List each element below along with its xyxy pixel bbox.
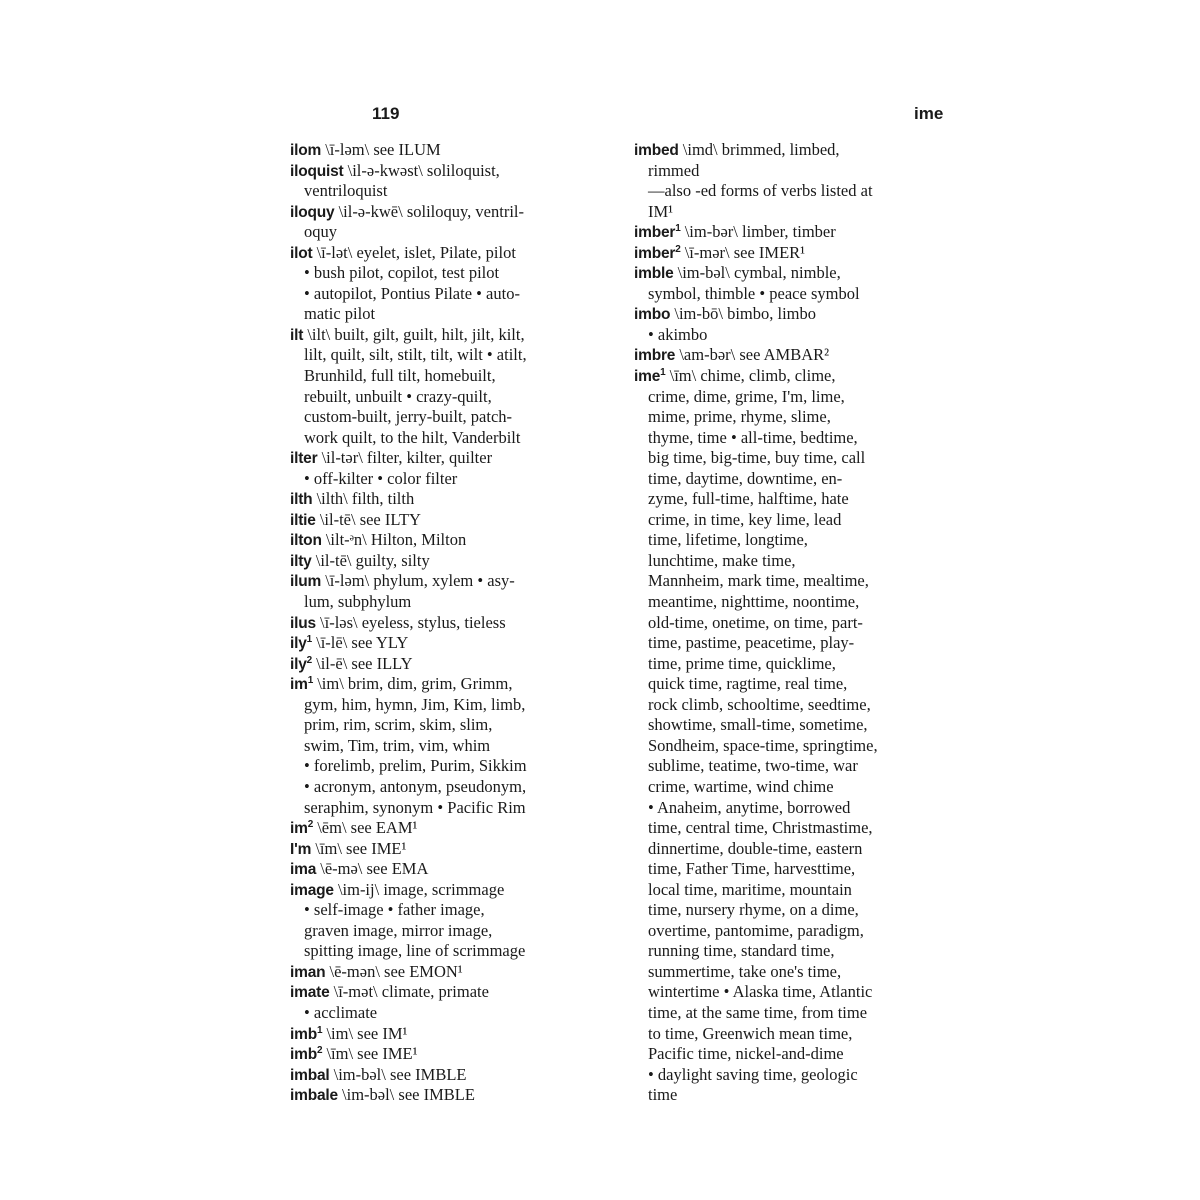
continuation-line bbox=[290, 1003, 610, 1024]
homograph-number: 1 bbox=[675, 223, 681, 235]
headword: imbale bbox=[290, 1087, 338, 1105]
entry-text: \am-bər\ see AMBAR² bbox=[679, 345, 830, 365]
headword: imbal bbox=[290, 1066, 330, 1084]
continuation-line bbox=[634, 325, 954, 346]
entry-line bbox=[634, 263, 954, 284]
continuation-text: time, prime time, quicklime, bbox=[648, 653, 836, 673]
entry-line bbox=[290, 962, 610, 983]
headword: iloquist bbox=[290, 162, 344, 180]
continuation-line bbox=[634, 941, 954, 962]
continuation-text: rebuilt, unbuilt • crazy-quilt, bbox=[304, 386, 492, 406]
entry-line bbox=[290, 571, 610, 592]
continuation-text: lunchtime, make time, bbox=[648, 550, 796, 570]
continuation-text: • bush pilot, copilot, test pilot bbox=[304, 263, 500, 283]
entry-text: \im-bər\ limber, timber bbox=[684, 222, 836, 242]
continuation-text: • acclimate bbox=[304, 1002, 378, 1022]
entry-text: \ilth\ filth, tilth bbox=[316, 489, 415, 509]
headword: imber bbox=[634, 244, 676, 262]
entry-text: \ī-ləm\ see ILUM bbox=[325, 140, 441, 159]
continuation-text: to time, Greenwich mean time, bbox=[648, 1023, 853, 1043]
continuation-text: Mannheim, mark time, mealtime, bbox=[648, 571, 869, 591]
continuation-line bbox=[634, 1003, 954, 1024]
continuation-text: prim, rim, scrim, skim, slim, bbox=[304, 715, 493, 735]
headword: im bbox=[290, 820, 308, 838]
continuation-text: sublime, teatime, two-time, war bbox=[648, 756, 858, 776]
continuation-text: running time, standard time, bbox=[648, 941, 835, 961]
continuation-text: mime, prime, rhyme, slime, bbox=[648, 407, 831, 427]
continuation-line bbox=[634, 571, 954, 592]
continuation-text: • self-image • father image, bbox=[304, 900, 485, 920]
continuation-line bbox=[634, 387, 954, 408]
headword: ilom bbox=[290, 142, 322, 159]
entry-line bbox=[290, 818, 610, 839]
entry-text: \ī-ləm\ phylum, xylem • asy- bbox=[325, 571, 515, 591]
continuation-line bbox=[290, 736, 610, 757]
entry-line bbox=[290, 448, 610, 469]
continuation-line bbox=[290, 345, 610, 366]
continuation-text: wintertime • Alaska time, Atlantic bbox=[648, 982, 873, 1002]
headword: ilt bbox=[290, 326, 304, 344]
entry-text: \īm\ chime, climb, clime, bbox=[669, 366, 836, 386]
continuation-line bbox=[290, 222, 610, 243]
continuation-text: quick time, ragtime, real time, bbox=[648, 674, 848, 694]
entry-text: \ē-mən\ see EMON¹ bbox=[329, 961, 463, 981]
entry-line bbox=[290, 1085, 610, 1106]
entry-text: \ī-lē\ see YLY bbox=[316, 633, 409, 653]
continuation-text: • autopilot, Pontius Pilate • auto- bbox=[304, 283, 520, 303]
continuation-text: time, at the same time, from time bbox=[648, 1002, 868, 1022]
headword: imate bbox=[290, 984, 330, 1002]
entry-line bbox=[634, 345, 954, 366]
headword: ily bbox=[290, 655, 307, 673]
running-head: ime bbox=[914, 104, 944, 123]
headword: imber bbox=[634, 224, 676, 242]
continuation-text: time, Father Time, harvesttime, bbox=[648, 859, 856, 879]
continuation-line bbox=[634, 613, 954, 634]
continuation-text: rimmed bbox=[648, 160, 700, 180]
headword: I'm bbox=[290, 840, 312, 858]
entry-text: \īm\ see IME¹ bbox=[315, 838, 407, 858]
continuation-line bbox=[634, 1065, 954, 1086]
homograph-number: 1 bbox=[307, 675, 314, 687]
continuation-text: big time, big-time, buy time, call bbox=[648, 448, 866, 468]
entry-text: \ī-mər\ see IMER¹ bbox=[684, 242, 806, 262]
continuation-text: summertime, take one's time, bbox=[648, 961, 842, 981]
headword: iloquy bbox=[290, 203, 335, 221]
continuation-line bbox=[634, 284, 954, 305]
continuation-line bbox=[290, 900, 610, 921]
continuation-text: lum, subphylum bbox=[304, 592, 412, 612]
continuation-line bbox=[290, 284, 610, 305]
continuation-text: zyme, full-time, halftime, hate bbox=[648, 489, 849, 509]
entry-text: \ilt\ built, gilt, guilt, hilt, jilt, kilt, bbox=[307, 324, 525, 344]
headword: imbed bbox=[634, 142, 679, 159]
continuation-line bbox=[290, 695, 610, 716]
right-column bbox=[634, 140, 954, 1106]
headword: imbo bbox=[634, 306, 671, 324]
continuation-line bbox=[634, 695, 954, 716]
continuation-text: meantime, nighttime, noontime, bbox=[648, 592, 860, 612]
continuation-line bbox=[634, 1044, 954, 1065]
entry-text: \īm\ see IME¹ bbox=[326, 1044, 418, 1064]
continuation-line bbox=[634, 202, 954, 223]
entry-text: \ē-mə\ see EMA bbox=[320, 859, 429, 879]
continuation-line bbox=[634, 1024, 954, 1045]
headword: imb bbox=[290, 1025, 317, 1043]
continuation-line bbox=[634, 428, 954, 449]
continuation-text: ventriloquist bbox=[304, 181, 388, 201]
headword: imb bbox=[290, 1046, 317, 1064]
continuation-text: Sondheim, space-time, springtime, bbox=[648, 735, 878, 755]
headword: imbre bbox=[634, 347, 676, 365]
headword: im bbox=[290, 676, 308, 694]
continuation-text: crime, in time, key lime, lead bbox=[648, 509, 842, 529]
continuation-text: crime, wartime, wind chime bbox=[648, 776, 834, 796]
continuation-text: spitting image, line of scrimmage bbox=[304, 941, 526, 961]
continuation-line bbox=[634, 880, 954, 901]
headword: ilty bbox=[290, 552, 312, 570]
entry-line bbox=[290, 243, 610, 264]
continuation-text: • off-kilter • color filter bbox=[304, 468, 458, 488]
entry-text: \ilt-ᵊn\ Hilton, Milton bbox=[325, 530, 467, 550]
homograph-number: 1 bbox=[306, 634, 313, 646]
entry-text: \ī-mət\ climate, primate bbox=[333, 982, 489, 1002]
entry-line bbox=[290, 982, 610, 1003]
continuation-text: custom-built, jerry-built, patch- bbox=[304, 407, 513, 427]
left-column bbox=[290, 140, 610, 1106]
headword: ime bbox=[634, 368, 661, 386]
continuation-text: overtime, pantomime, paradigm, bbox=[648, 920, 864, 940]
continuation-line bbox=[634, 592, 954, 613]
headword: ilot bbox=[290, 244, 313, 262]
continuation-text: oquy bbox=[304, 222, 337, 242]
headword: imble bbox=[634, 265, 674, 283]
continuation-line bbox=[634, 633, 954, 654]
continuation-line bbox=[290, 469, 610, 490]
continuation-text: rock climb, schooltime, seedtime, bbox=[648, 694, 871, 714]
entry-text: \il-ə-kwəst\ soliloquist, bbox=[347, 160, 500, 180]
entry-line bbox=[634, 304, 954, 325]
entry-text: \ī-lət\ eyelet, islet, Pilate, pilot bbox=[316, 242, 516, 262]
continuation-line bbox=[634, 407, 954, 428]
continuation-line bbox=[290, 387, 610, 408]
continuation-line bbox=[290, 921, 610, 942]
headword: ilum bbox=[290, 573, 322, 591]
entry-text: \im\ brim, dim, grim, Grimm, bbox=[317, 674, 513, 694]
entry-line bbox=[290, 551, 610, 572]
entry-line bbox=[290, 530, 610, 551]
homograph-number: 1 bbox=[660, 367, 666, 379]
entry-text: \imd\ brimmed, limbed, bbox=[682, 140, 840, 159]
entry-text: \il-tē\ guilty, silty bbox=[315, 550, 430, 570]
entry-text: \ēm\ see EAM¹ bbox=[317, 818, 418, 838]
page-number: 119 bbox=[372, 104, 400, 123]
continuation-text: • acronym, antonym, pseudonym, bbox=[304, 776, 527, 796]
entry-line bbox=[634, 222, 954, 243]
headword: ilton bbox=[290, 532, 322, 550]
headword: image bbox=[290, 881, 334, 899]
continuation-line bbox=[290, 181, 610, 202]
continuation-text: time, daytime, downtime, en- bbox=[648, 468, 843, 488]
entry-text: \im-bəl\ see IMBLE bbox=[342, 1085, 475, 1105]
continuation-line bbox=[634, 818, 954, 839]
headword: iman bbox=[290, 963, 326, 981]
continuation-line bbox=[634, 736, 954, 757]
continuation-line bbox=[634, 654, 954, 675]
continuation-line bbox=[634, 469, 954, 490]
continuation-line bbox=[634, 798, 954, 819]
homograph-number: 2 bbox=[316, 1045, 323, 1057]
continuation-text: symbol, thimble • peace symbol bbox=[648, 283, 860, 303]
entry-line bbox=[290, 654, 610, 675]
continuation-line bbox=[634, 982, 954, 1003]
continuation-line bbox=[290, 366, 610, 387]
entry-text: \il-tē\ see ILTY bbox=[319, 509, 421, 529]
continuation-line bbox=[634, 777, 954, 798]
entry-line bbox=[634, 366, 954, 387]
entry-line bbox=[290, 140, 610, 161]
continuation-line bbox=[634, 715, 954, 736]
entry-line bbox=[290, 880, 610, 901]
continuation-text: dinnertime, double-time, eastern bbox=[648, 838, 863, 858]
continuation-text: time bbox=[648, 1085, 678, 1105]
continuation-text: IM¹ bbox=[648, 201, 674, 221]
continuation-text: time, lifetime, longtime, bbox=[648, 530, 808, 550]
entry-text: \im-ij\ image, scrimmage bbox=[337, 879, 505, 899]
continuation-line bbox=[634, 1085, 954, 1106]
continuation-text: • Anaheim, anytime, borrowed bbox=[648, 797, 851, 817]
entry-text: \il-ə-kwē\ soliloquy, ventril- bbox=[338, 201, 524, 221]
continuation-text: seraphim, synonym • Pacific Rim bbox=[304, 797, 526, 817]
continuation-line bbox=[634, 839, 954, 860]
continuation-text: work quilt, to the hilt, Vanderbilt bbox=[304, 427, 521, 447]
headword: ima bbox=[290, 861, 317, 879]
continuation-text: old-time, onetime, on time, part- bbox=[648, 612, 863, 632]
continuation-line bbox=[290, 304, 610, 325]
headword: ilter bbox=[290, 450, 318, 468]
entry-line bbox=[634, 243, 954, 264]
continuation-line bbox=[290, 756, 610, 777]
entry-text: \ī-ləs\ eyeless, stylus, tieless bbox=[320, 612, 506, 632]
continuation-line bbox=[290, 428, 610, 449]
continuation-line bbox=[634, 510, 954, 531]
continuation-line bbox=[634, 181, 954, 202]
continuation-text: time, nursery rhyme, on a dime, bbox=[648, 900, 859, 920]
continuation-line bbox=[634, 859, 954, 880]
entry-text: \im-bəl\ see IMBLE bbox=[333, 1064, 467, 1084]
entry-line bbox=[290, 202, 610, 223]
continuation-text: Brunhild, full tilt, homebuilt, bbox=[304, 366, 496, 386]
continuation-line bbox=[634, 489, 954, 510]
continuation-line bbox=[634, 900, 954, 921]
continuation-line bbox=[634, 448, 954, 469]
entry-text: \im\ see IM¹ bbox=[326, 1023, 408, 1043]
continuation-line bbox=[634, 756, 954, 777]
continuation-text: thyme, time • all-time, bedtime, bbox=[648, 427, 858, 447]
headword: ilus bbox=[290, 614, 316, 632]
entry-line bbox=[290, 859, 610, 880]
entry-line bbox=[290, 161, 610, 182]
continuation-line bbox=[634, 161, 954, 182]
continuation-line bbox=[634, 674, 954, 695]
continuation-text: • daylight saving time, geologic bbox=[648, 1064, 858, 1084]
entry-line bbox=[290, 633, 610, 654]
continuation-line bbox=[290, 715, 610, 736]
continuation-text: lilt, quilt, silt, stilt, tilt, wilt • atilt, bbox=[304, 345, 527, 365]
entry-line bbox=[290, 325, 610, 346]
continuation-text: local time, maritime, mountain bbox=[648, 879, 852, 899]
entry-line bbox=[290, 1065, 610, 1086]
continuation-line bbox=[290, 798, 610, 819]
homograph-number: 2 bbox=[307, 819, 314, 831]
entry-text: \im-bō\ bimbo, limbo bbox=[674, 304, 816, 324]
continuation-text: matic pilot bbox=[304, 304, 376, 324]
homograph-number: 2 bbox=[306, 654, 313, 666]
entry-line bbox=[290, 839, 610, 860]
continuation-line bbox=[634, 962, 954, 983]
continuation-text: time, central time, Christmastime, bbox=[648, 818, 873, 838]
continuation-line bbox=[290, 592, 610, 613]
continuation-line bbox=[634, 551, 954, 572]
entry-line bbox=[290, 510, 610, 531]
continuation-text: • akimbo bbox=[648, 324, 708, 344]
continuation-line bbox=[290, 263, 610, 284]
headword: iltie bbox=[290, 511, 316, 529]
headword: ilth bbox=[290, 491, 313, 509]
entry-line bbox=[290, 674, 610, 695]
continuation-text: gym, him, hymn, Jim, Kim, limb, bbox=[304, 694, 526, 714]
entry-text: \il-ē\ see ILLY bbox=[316, 653, 413, 673]
entry-line bbox=[634, 140, 954, 161]
continuation-text: crime, dime, grime, I'm, lime, bbox=[648, 386, 845, 406]
headword: ily bbox=[290, 635, 307, 653]
entry-line bbox=[290, 1024, 610, 1045]
entry-text: \il-tər\ filter, kilter, quilter bbox=[321, 448, 493, 468]
homograph-number: 1 bbox=[316, 1024, 323, 1036]
entry-line bbox=[290, 613, 610, 634]
continuation-line bbox=[634, 921, 954, 942]
continuation-line bbox=[290, 407, 610, 428]
homograph-number: 2 bbox=[675, 243, 681, 255]
entry-text: \im-bəl\ cymbal, nimble, bbox=[677, 263, 841, 283]
continuation-text: graven image, mirror image, bbox=[304, 920, 493, 940]
continuation-line bbox=[290, 941, 610, 962]
continuation-text: time, pastime, peacetime, play- bbox=[648, 633, 855, 653]
continuation-text: —also -ed forms of verbs listed at bbox=[648, 181, 873, 201]
continuation-line bbox=[634, 530, 954, 551]
continuation-line bbox=[290, 777, 610, 798]
continuation-text: • forelimb, prelim, Purim, Sikkim bbox=[304, 756, 527, 776]
entry-line bbox=[290, 1044, 610, 1065]
continuation-text: Pacific time, nickel-and-dime bbox=[648, 1044, 844, 1064]
continuation-text: showtime, small-time, sometime, bbox=[648, 715, 868, 735]
entry-line bbox=[290, 489, 610, 510]
continuation-text: swim, Tim, trim, vim, whim bbox=[304, 735, 491, 755]
